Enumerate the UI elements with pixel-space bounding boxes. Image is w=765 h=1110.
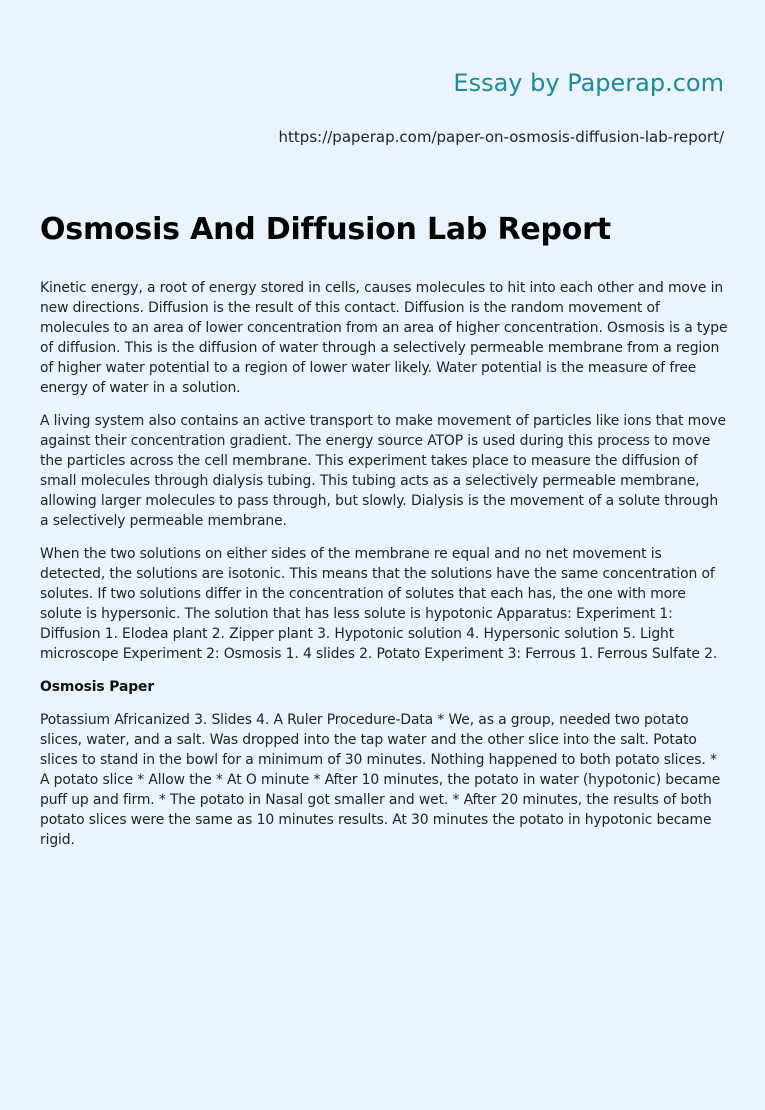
article-paragraph-2: A living system also contains an active transport to make movement of particles like ions that move against their concentration gradient. The energy source ATOP is used during this process to move the particles across the cell membrane. This experiment takes place to measure the diffusion of small molecules through dialysis tubing. This tubing acts as a selectively permeable membrane, allowing larger molecules to pass through, but slowly. Dialysis is the movement of a solute through a selectively permeable membrane. — [40, 413, 726, 529]
source-url: https://paperap.com/paper-on-osmosis-diffusion-lab-report/ — [278, 128, 724, 146]
article-body — [40, 278, 730, 863]
page-title: Osmosis And Diffusion Lab Report — [40, 212, 611, 247]
article-paragraph-4: Potassium Africanized 3. Slides 4. A Ruler Procedure-Data * We, as a group, needed two potato slices, water, and a salt. Was dropped into the tap water and the other slice into the salt. Potato slices to stand in the bowl for a minimum of 30 minutes. Nothing happened to both potato slices. * A potato slice * Allow the * At O minute * After 10 minutes, the potato in water (hypotonic) became puff up and firm. * The potato in Nasal got smaller and wet. * After 20 minutes, the results of both potato slices were the same as 10 minutes results. At 30 minutes the potato in hypotonic became rigid. — [40, 712, 721, 848]
section-subheading: Osmosis Paper — [40, 679, 155, 695]
site-brand-link[interactable]: Essay by Paperap.com — [453, 69, 724, 97]
article-paragraph-3: When the two solutions on either sides of the membrane re equal and no net movement is detected, the solutions are isotonic. This means that the solutions have the same concentration of solutes. If two solutions differ in the concentration of solutes that each has, the one with more solute is hypersonic. The solution that has less solute is hypotonic Apparatus: Experiment 1: Diffusion 1. Elodea plant 2. Zipper plant 3. Hypotonic solution 4. Hypersonic solution 5. Light microscope Experiment 2: Osmosis 1. 4 slides 2. Potato Experiment 3: Ferrous 1. Ferrous Sulfate 2. — [40, 546, 718, 662]
article-paragraph-1: Kinetic energy, a root of energy stored in cells, causes molecules to hit into each other and move in new directions. Diffusion is the result of this contact. Diffusion is the random movement of molecules to an area of lower concentration from an area of higher concentration. Osmosis is a type of diffusion. This is the diffusion of water through a selectively permeable membrane from a region of higher water potential to a region of lower water likely. Water potential is the measure of free energy of water in a solution. — [40, 280, 728, 396]
